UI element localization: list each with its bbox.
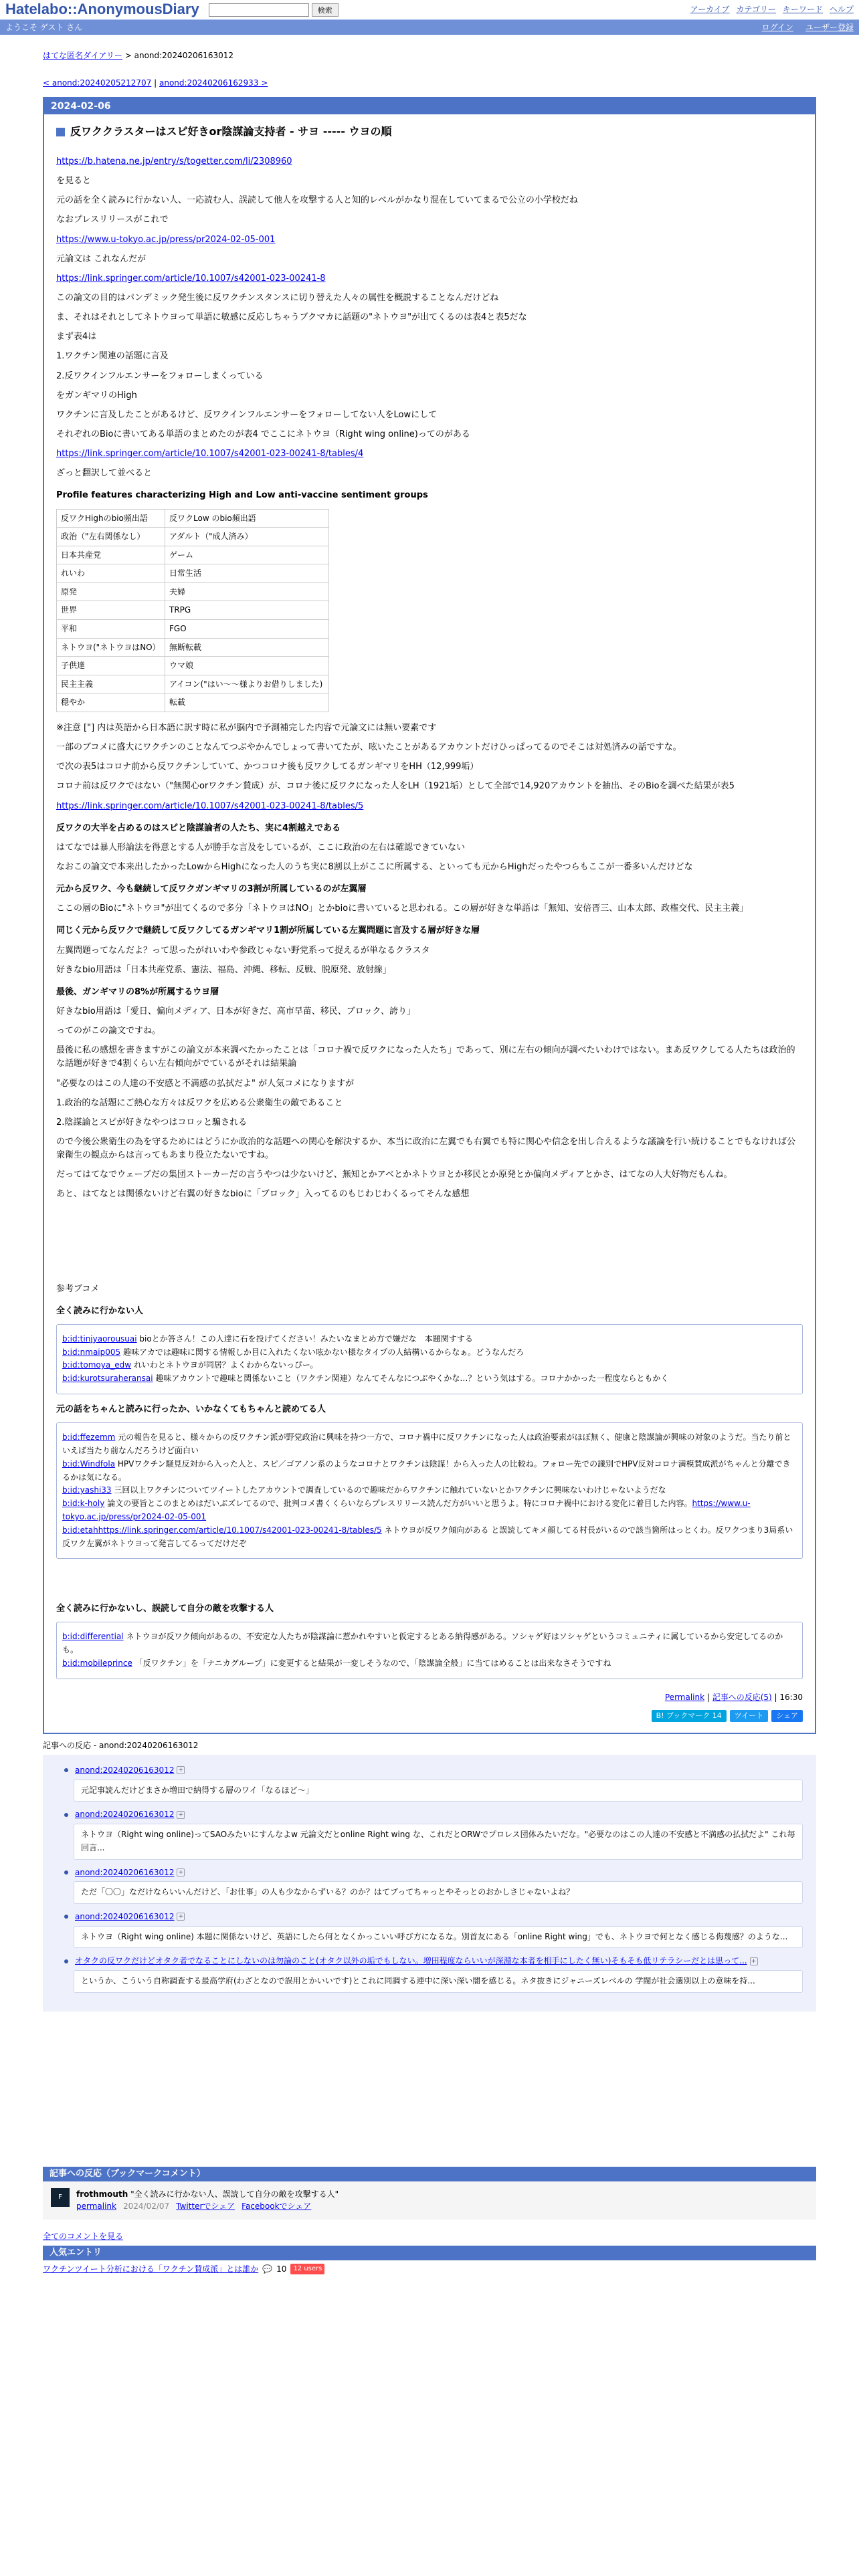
quote-text: bioとか答さん！この人達に石を投げてください！みたいなまとめ方で嫌だな 本題関すする xyxy=(136,1333,473,1344)
table-cell: ウマ娘 xyxy=(165,657,329,675)
reaction-link[interactable]: オタクの反ワクだけどオタク者でなることにしないのは勿論のこと(オタク以外の垢でもしない。増田程度ならいいが深淵な本者を相手にしたく無い)そもそも低リテラシーだとは思って... xyxy=(75,1956,747,1966)
paragraph: ま、それはそれとしてネトウヨって単語に敏感に反応しちゃうブクマカに話題の"ネトウヨ"が出てくるのは表4と表5だな xyxy=(56,312,527,323)
reactions-title: 記事への反応 - anond:20240206163012 xyxy=(43,1741,199,1751)
quote-user-link[interactable]: b:id:etah xyxy=(62,1525,98,1535)
togetter-link[interactable]: https://b.hatena.ne.jp/entry/s/togetter.com/li/2308960 xyxy=(56,156,292,167)
table-cell: TRPG xyxy=(165,601,329,620)
paragraph: ここの層のBioに"ネトウヨ"が出てくるので多分「ネトウヨはNO」とかbioに書いていると思われる。この層が好きな単語は「無知、安倍晋三、山本太郎、政権交代、民主主義」 xyxy=(56,903,749,914)
reaction-link[interactable]: anond:20240206163012 xyxy=(75,1912,175,1922)
bookmark-quote xyxy=(62,1484,797,1497)
reaction-text: ただ「〇〇」なだけならいいんだけど、「お仕事」の人も少なからずいる？のか？はてブってちゃっとやそっとのおかしさじゃないよね？ xyxy=(74,1881,803,1904)
quote-user-link[interactable]: b:id:mobileprince xyxy=(62,1658,132,1669)
reaction-link[interactable]: anond:20240206163012 xyxy=(75,1810,175,1820)
breadcrumb-current: anond:20240206163012 xyxy=(134,51,234,60)
paragraph: 最後に私の感想を書きますがこの論文が本来調べたかったことは「コロナ禍で反ワクになった人たち」であって、別に左右の傾向が調べたいわけではない。まあ反ワクしてる人たちは政治的な話題が好きで4割くらい左右傾向がでているがそれは結果論 xyxy=(56,1045,795,1069)
reaction-item xyxy=(64,1808,803,1859)
quote-text: 「反ワクチン」を「ナニカグループ」に変更すると結果が一変しそうなので、「陰謀論全般」に当てはめることは出来なさそうですね xyxy=(132,1658,611,1669)
permalink[interactable]: Permalink xyxy=(664,1692,705,1702)
bookmark-quote xyxy=(62,1630,797,1657)
quote-text: HPVワクチン騒見反対から入った人と、スピ／ゴアノン系のようなコロナとワクチンは陰謀！から入った人の比較ね。フォロー先での識別でHPV反対コロナ満模賛成派がちゃんと分離できるかは気になる。 xyxy=(62,1459,791,1482)
table-cell: ゲーム xyxy=(165,546,329,564)
table-title: Profile features characterizing High and Low anti-vaccine sentiment groups xyxy=(56,490,428,501)
table-cell: 転載 xyxy=(165,693,329,712)
table-cell: FGO xyxy=(165,620,329,639)
quote-link[interactable]: https://link.springer.com/article/10.1007/s42001-023-00241-8/tables/5 xyxy=(98,1525,382,1535)
quote-user-link[interactable]: b:id:Windfola xyxy=(62,1459,116,1469)
quote-user-link[interactable]: b:id:ffezemm xyxy=(62,1432,116,1442)
reaction-name-row xyxy=(64,1866,803,1879)
bullet-icon xyxy=(64,1959,68,1963)
table-cell: れいわ xyxy=(57,564,165,583)
quote-user-link[interactable]: b:id:nmaip005 xyxy=(62,1347,121,1357)
bookmark-button[interactable]: B! ブックマーク 14 xyxy=(652,1710,727,1722)
bookmark-permalink[interactable]: permalink xyxy=(76,2202,116,2212)
paragraph: だってはてなでウェーブだの集団ストーカーだの言うやつは少ないけど、無知とかアベとかネトウヨとか移民とか原発とか偏向メディアとかさ、はてなの人大好物だもんね。 xyxy=(56,1170,733,1180)
table-row xyxy=(57,657,329,675)
section-heading: 最後、ガンギマリの8%が所属するウヨ層 xyxy=(56,986,219,997)
prevnext-sep: | xyxy=(151,78,159,88)
paragraph: あと、はてなとは関係ないけど右翼の好きなbioに「ブロック」入ってるのもじわじわくるってそんな感想 xyxy=(56,1189,470,1200)
bookmark-quote xyxy=(62,1346,797,1360)
reaction-text: というか、こういう自称調査する最高学府(わざとなので誤用とかいいです)とこれに同調する連中に深い深い闇を感じる。ネタ抜きにジャニーズレベルの 学閥が社会選別以上の意味を持... xyxy=(74,1970,803,1993)
group-heading: 元の話をちゃんと読みに行ったか、いかなくてもちゃんと読めてる人 xyxy=(56,1404,326,1415)
paragraph: まず表4は xyxy=(56,332,97,342)
avatar[interactable]: F xyxy=(51,2188,70,2207)
paragraph: なおこの論文で本来出したかったLowからHighになった人のうち実に8割以上がここに所属する、といっても元からHighだったやつらもここが一番多いんだけどな xyxy=(56,862,693,873)
bullet-icon xyxy=(64,1813,68,1817)
table-cell: 世界 xyxy=(57,601,165,620)
quote-user-link[interactable]: b:id:kurotsuraheransai xyxy=(62,1374,153,1384)
popular-entries-header: 人気エントリ xyxy=(43,2246,816,2260)
comment-bubble-icon: 💬 xyxy=(262,2264,273,2274)
bullet-icon xyxy=(64,1768,68,1772)
paragraph: を見ると xyxy=(56,176,92,187)
table-cell: アイコン("はい〜〜様よりお借りしました) xyxy=(165,675,329,693)
header-nav xyxy=(690,3,854,16)
reaction-link[interactable]: anond:20240206163012 xyxy=(75,1867,175,1877)
quote-box-3 xyxy=(56,1622,803,1679)
bookmark-quote xyxy=(62,1431,797,1458)
bookmark-quote xyxy=(62,1497,797,1524)
group-heading: 全く読みに行かない人 xyxy=(56,1305,144,1316)
table-row xyxy=(57,546,329,564)
entry-title-link[interactable]: 反ワククラスターはスピ好きor陰謀論支持者 - サヨ ----- ウヨの順 xyxy=(70,125,392,138)
bookmark-user[interactable]: frothmouth xyxy=(76,2189,128,2199)
section-heading: 同じく元から反ワクで継続して反ワクしてるガンギマリ1割が所属している左翼問題に言及する層が好きな層 xyxy=(56,926,480,936)
footer-sep: | xyxy=(771,1692,780,1702)
table-cell: 日本共産党 xyxy=(57,546,165,564)
profile-table xyxy=(56,509,329,713)
reaction-name-row xyxy=(64,1911,803,1923)
register-link[interactable]: ユーザー登録 xyxy=(805,22,854,32)
table-row xyxy=(57,601,329,620)
welcome-text: ようこそ ゲスト さん xyxy=(5,22,83,32)
reaction-text: 元記事読んだけどまさか増田で納得する層のワイ「なるほど〜」 xyxy=(74,1780,803,1802)
bookmark-quote xyxy=(62,1458,797,1485)
table-cell: 無断転載 xyxy=(165,638,329,657)
refs-heading: 参考ブコメ xyxy=(56,1283,100,1294)
nav-help[interactable]: ヘルプ xyxy=(829,5,854,15)
table-cell: ネトウヨ("ネトウヨはNO） xyxy=(57,638,165,657)
section-heading: 元から反ワク、今も継続して反ワクガンギマリの3割が所属しているのが左翼層 xyxy=(56,884,367,895)
reaction-name-row xyxy=(64,1764,803,1777)
paragraph: 元の話を全く読みに行かない人、一応読む人、誤読して他人を攻撃する人と知的レベルがかなり混在していてまるで公立の小学校だね xyxy=(56,195,578,206)
quote-text: れいわとネトウヨが同居？よくわからないっぴー。 xyxy=(131,1360,318,1370)
bookmark-quote xyxy=(62,1359,797,1372)
bookmark-comment-text: "全く読みに行かない人、誤読して自分の敵を攻撃する人" xyxy=(130,2189,339,2199)
table-cell: 子供達 xyxy=(57,657,165,675)
paragraph: で次の表5はコロナ前から反ワクチンしていて、かつコロナ後も反ワクしてるガンギマリをHH（12,999垢） xyxy=(56,762,479,772)
facebook-share-button[interactable]: シェア xyxy=(771,1710,803,1722)
table-cell: 平和 xyxy=(57,620,165,639)
table-cell: 政治（"左右関係なし） xyxy=(57,528,165,546)
reaction-text: ネトウヨ（Right wing online)ってSAOみたいにすんなよw 元論文だとonline Right wing な、これだとORWでプロレス団体みたいだな。"必要なのはこの人達の不安感と不満感の払拭だよ" これ毎回言... xyxy=(74,1824,803,1860)
reaction-name-row xyxy=(64,1955,803,1967)
paragraph: 1.ワクチン関連の話題に言及 xyxy=(56,351,169,362)
bullet-icon xyxy=(64,1915,68,1919)
reaction-item xyxy=(64,1866,803,1904)
table-cell: 日常生活 xyxy=(165,564,329,583)
expand-icon[interactable]: + xyxy=(177,1766,185,1774)
quote-user-link[interactable]: b:id:k-holy xyxy=(62,1499,105,1509)
expand-icon[interactable]: + xyxy=(177,1868,185,1876)
login-link[interactable]: ログイン xyxy=(761,22,793,32)
reactions-list xyxy=(43,1755,816,2012)
table-cell: アダルト（"成人済み） xyxy=(165,528,329,546)
paragraph: 左翼問題ってなんだよ？って思ったがれいわや参政じゃない野党系って捉えるが単なるクラスタ xyxy=(56,945,430,956)
paragraph: 好きなbio用語は「日本共産党系、憲法、福島、沖縄、移転、反戦、脱原発、放射線」 xyxy=(56,964,391,975)
paragraph: ってのがこの論文ですね。 xyxy=(56,1026,161,1037)
table-cell: 穏やか xyxy=(57,693,165,712)
table-cell: 反ワクLow のbio頻出語 xyxy=(165,509,329,528)
entry-title xyxy=(56,124,803,140)
quote-text: 三回以上ワクチンについてツイートしたアカウントで調査しているので趣味だからワクチンに触れていないとかワクチンに興味ないわけじゃないようだな xyxy=(111,1485,666,1495)
quote-user-link[interactable]: b:id:differential xyxy=(62,1632,124,1642)
bookmark-comments-header: 記事への反応（ブックマークコメント） xyxy=(43,2167,816,2181)
entry-time: 16:30 xyxy=(779,1692,803,1702)
bookmark-quote xyxy=(62,1372,797,1386)
table-cell: 反ワクHighのbio頻出語 xyxy=(57,509,165,528)
table-row xyxy=(57,564,329,583)
breadcrumb xyxy=(43,49,816,62)
day-header: 2024-02-06 xyxy=(44,98,815,114)
twitter-share-link[interactable]: Twitterでシェア xyxy=(176,2202,235,2212)
paragraph: なおプレスリリースがこれで xyxy=(56,215,169,225)
paragraph: 元論文は これなんだが xyxy=(56,253,147,264)
bookmark-date: 2024/02/07 xyxy=(123,2202,170,2212)
paragraph: ※注意 ["] 内は英語から日本語に訳す時に私が脳内で予測補完した内容で元論文には無い要素です xyxy=(56,723,437,734)
quote-text: 趣味アカでは趣味に関する情報しか目に入れたくない呟かない様なタイプの人結構いるからなぁ。どうなんだろ xyxy=(120,1347,524,1357)
bookmark-comment xyxy=(43,2181,816,2220)
table-row xyxy=(57,675,329,693)
quote-user-link[interactable]: b:id:tinjyaorousuai xyxy=(62,1333,137,1344)
paragraph: はてなでは暴人形論法を得意とする人が勝手な言及をしているが、ここに政治の左右は確認できていない xyxy=(56,842,466,853)
table-cell: 夫婦 xyxy=(165,582,329,601)
paragraph: 2.反ワクインフルエンサーをフォローしまくっている xyxy=(56,370,264,381)
paragraph: 一部のブコメに盛大にワクチンのことなんてつぶやかんでしょって書いてたが、呟いたことがあるアカウントだけひっぱってるのでそこは対処済みの話ですな。 xyxy=(56,742,682,753)
nav-category[interactable]: カテゴリー xyxy=(736,5,776,15)
site-header xyxy=(0,0,859,20)
table-row xyxy=(57,528,329,546)
table-row xyxy=(57,693,329,712)
share-buttons xyxy=(56,1710,803,1722)
prev-entry-link[interactable]: < anond:20240205212707 xyxy=(43,78,152,88)
press-link[interactable]: https://www.u-tokyo.ac.jp/press/pr2024-02-05-001 xyxy=(56,234,276,245)
breadcrumb-home[interactable]: はてな匿名ダイアリー xyxy=(43,51,122,60)
section-heading: 反ワクの大半を占めるのはスピと陰謀論者の人たち、実に4割越えである xyxy=(56,823,341,833)
reactions-link[interactable]: 記事への反応(5) xyxy=(712,1692,772,1702)
bullet-icon xyxy=(64,1870,68,1874)
paragraph: それぞれのBioに書いてある単語のまとめたのが表4 でここにネトウヨ（Right wing online)ってのがある xyxy=(56,429,470,439)
bookmark-users-badge[interactable]: 12 users xyxy=(290,2264,324,2274)
search-input[interactable] xyxy=(209,3,309,17)
quote-text: 趣味アカウントで趣味と関係ないこと（ワクチン関連）なんてそんなにつぶやくかな…？という気はする。コロナかかった一程度ならともかく xyxy=(153,1374,669,1384)
tweet-button[interactable]: ツイート xyxy=(730,1710,768,1722)
popular-entry xyxy=(43,2260,816,2278)
reaction-text: ネトウヨ（Right wing online) 本題に関係ないけど、英語にしたら何となくかっこいい呼び方になるな。別首友にある「online Right wing」でも、ネトウヨで何となく感じる侮蔑感？のような... xyxy=(74,1926,803,1949)
entry-footer xyxy=(56,1691,803,1704)
prev-next-nav xyxy=(43,77,816,90)
table-row xyxy=(57,620,329,639)
paragraph: "必要なのはこの人達の不安感と不満感の払拭だよ" が人気コメになりますが xyxy=(56,1078,355,1089)
all-comments-link[interactable]: 全てのコメントを見る xyxy=(43,2232,124,2241)
paragraph: この論文の目的はパンデミック発生後に反ワクチンスタンスに切り替えた人々の属性を概説することなんだけどね xyxy=(56,292,499,303)
group-heading: 全く読みに行かないし、誤読して自分の敵を攻撃する人 xyxy=(56,1604,274,1614)
table-row xyxy=(57,509,329,528)
facebook-share-link[interactable]: Facebookでシェア xyxy=(242,2202,312,2212)
quote-user-link[interactable]: b:id:yashi33 xyxy=(62,1485,112,1495)
nav-keyword[interactable]: キーワード xyxy=(782,5,823,15)
bookmark-quote xyxy=(62,1524,797,1551)
quote-box-2 xyxy=(56,1422,803,1559)
reaction-name-row xyxy=(64,1808,803,1821)
paragraph: をガンギマリのHigh xyxy=(56,390,137,401)
quote-box-1 xyxy=(56,1324,803,1394)
paragraph: コロナ前は反ワクではない（"無関心orワクチン賛成）が、コロナ後に反ワクになった人をLH（1921垢）として全部で14,920アカウントを抽出、そのBioを調べた結果が表5 xyxy=(56,781,735,792)
table-row xyxy=(57,638,329,657)
paragraph: ざっと翻訳して並べると xyxy=(56,468,153,479)
quote-text: ネトウヨが反ワク傾向がある と誤読してキメ顔してる村長がいるので該当箇所はっとくわ。反ワクつまり3局系い反ワク左翼がネトウヨって発言してるってだけだぞ xyxy=(62,1525,793,1548)
paragraph: ワクチンに言及したことがあるけど、反ワクインフルエンサーをフォローしてない人をLowにして xyxy=(56,409,438,420)
comment-count: 10 xyxy=(276,2264,287,2274)
quote-user-link[interactable]: b:id:tomoya_edw xyxy=(62,1360,132,1370)
table4-link[interactable]: https://link.springer.com/article/10.1007/s42001-023-00241-8/tables/4 xyxy=(56,449,364,459)
table5-link[interactable]: https://link.springer.com/article/10.1007/s42001-023-00241-8/tables/5 xyxy=(56,800,364,811)
paragraph: 1.政治的な話題にご熱心な方々は反ワクを広める公衆衛生の敵であること xyxy=(56,1097,343,1108)
paper-link[interactable]: https://link.springer.com/article/10.1007/s42001-023-00241-8 xyxy=(56,273,326,284)
paragraph: ので今後公衆衛生の為を守るためにはどうにか政治的な話題への関心を解決するか、本当に政治に左翼でも右翼でも特に関心や信念を出し合えるような議論を行い続けることでもなければ公衆衛生の観点からは言ってもあまり役立たないですね。 xyxy=(56,1137,796,1161)
expand-icon[interactable]: + xyxy=(177,1913,185,1921)
user-bar xyxy=(0,20,859,35)
paragraph: 好きなbio用語は「愛日、偏向メディア、日本が好きだ、高市早苗、移民、ブロック、誇り」 xyxy=(56,1006,415,1017)
quote-link[interactable]: https://www.u-tokyo.ac.jp/press/pr2024-02-05-001 xyxy=(62,1499,751,1521)
table-row xyxy=(57,582,329,601)
reaction-item xyxy=(64,1764,803,1802)
quote-text: ネトウヨが反ワク傾向があるの、不安定な人たちが陰謀論に惹かれやすいと仮定するとある納得感がある。ソシャゲ好はソシャゲというコミュニティに属しているから安定してるのかも。 xyxy=(62,1632,783,1655)
title-square-icon xyxy=(56,128,65,136)
next-entry-link[interactable]: anond:20240206162933 > xyxy=(159,78,268,88)
search-button[interactable]: 検索 xyxy=(312,3,339,17)
reaction-link[interactable]: anond:20240206163012 xyxy=(75,1765,175,1776)
popular-entry-link[interactable]: ワクチンツイート分析における「ワクチン賛成派」とは誰か xyxy=(43,2264,259,2274)
entry-body xyxy=(44,114,815,1733)
reaction-item xyxy=(64,1911,803,1948)
quote-text: 元の報告を見ると、様々からの反ワクチン派が野党政治に興味を持つ一方で、コロナ禍中に反ワクチンになった人は政治要素がほぼ無く、健康と陰謀論が興味の対象のようだ。当たり前といえば当たり前なんだろうけど面白い xyxy=(62,1432,791,1455)
reaction-item xyxy=(64,1955,803,1992)
table-cell: 原発 xyxy=(57,582,165,601)
site-logo[interactable]: Hatelabo::AnonymousDiary xyxy=(5,1,199,18)
expand-icon[interactable]: + xyxy=(177,1811,185,1819)
day-section xyxy=(43,97,816,1734)
nav-archive[interactable]: アーカイブ xyxy=(690,5,730,15)
quote-text: 論文の要旨とこのまとめはだいぶズレてるので、批判コメ書くくらいならプレスリリース読んだ方がいいと思うよ。特にコロナ禍中における変化に着目した内容。 xyxy=(104,1499,692,1509)
footer-sep: | xyxy=(704,1692,712,1702)
table-cell: 民主主義 xyxy=(57,675,165,693)
bookmark-quote xyxy=(62,1657,797,1671)
bookmark-quote xyxy=(62,1333,797,1346)
expand-icon[interactable]: + xyxy=(750,1957,758,1965)
breadcrumb-sep: > xyxy=(122,51,134,60)
paragraph: 2.陰謀論とスピが好きなやつはコロッと騙される xyxy=(56,1117,248,1128)
